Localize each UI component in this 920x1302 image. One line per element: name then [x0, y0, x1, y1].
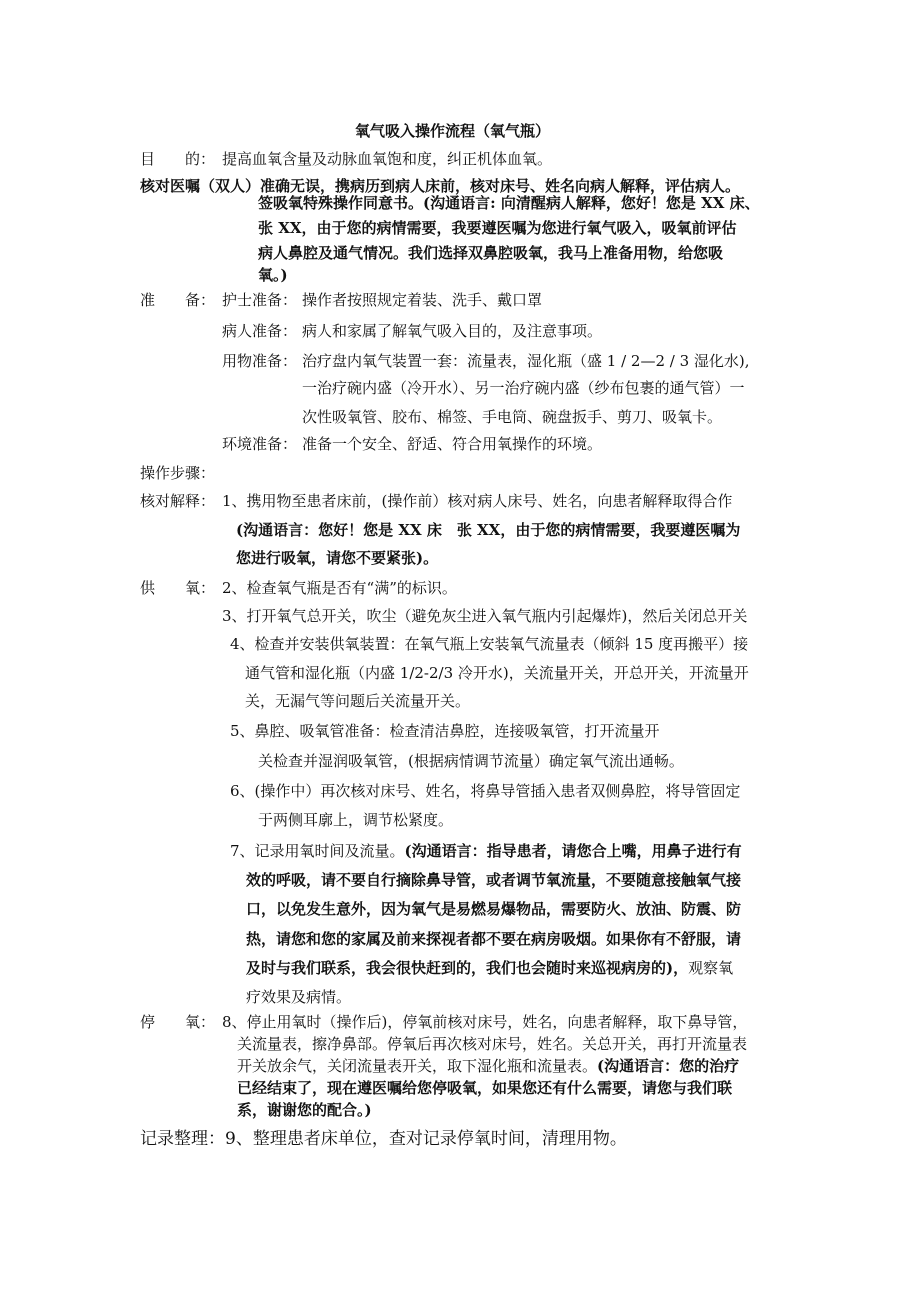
check-order-line-3: 张 XX，由于您的病情需要，我要遵医嘱为您进行氧气吸入，吸氧前评估 — [258, 219, 737, 237]
record-row — [140, 1126, 627, 1152]
step-5-line-2: 关检查并湿润吸氧管，(根据病情调节流量）确定氧气流出通畅。 — [258, 752, 684, 770]
purpose-text: 提高血氧含量及动脉血氧饱和度，纠正机体血氧。 — [222, 150, 553, 168]
page-title: 氧气吸入操作流程（氧气瓶） — [355, 122, 551, 140]
patient-prep-text: 病人和家属了解氧气吸入目的，及注意事项。 — [302, 322, 603, 340]
supplies-prep-line-2: 一治疗碗内盛（冷开水）、另一治疗碗内盛（纱布包裹的通气管）一 — [302, 379, 745, 397]
check-order-line-2: 签吸氧特殊操作同意书。(沟通语言: 向清醒病人解释，您好！您是 XX 床、 — [258, 194, 760, 212]
step-7-observe: 观察氧 — [688, 959, 734, 977]
steps-heading: 操作步骤： — [140, 464, 216, 482]
step-7-comm-start: (沟通语言：指导患者，请您合上嘴，用鼻子进行有 — [404, 842, 742, 860]
check-order-line-1: 核对医嘱（双人）准确无误，携病历到病人床前，核对床号、姓名向病人解释，评估病人。 — [140, 177, 741, 195]
verify-comm-line-1: (沟通语言：您好！您是 XX 床 张 XX，由于您的病情需要，我要遵医嘱为 — [236, 521, 741, 539]
supply-label: 供 氧： — [140, 579, 216, 597]
step-7-line-6: 疗效果及病情。 — [246, 988, 352, 1006]
nurse-prep-label: 护士准备： — [222, 291, 298, 309]
step-7-line-3: 口，以免发生意外，因为氧气是易燃易爆物品，需要防火、放油、防震、防 — [246, 900, 742, 918]
preparation-label: 准 备： — [140, 291, 216, 309]
purpose-label: 目 的： — [140, 150, 216, 168]
supplies-prep-line-3: 次性吸氧管、胶布、棉签、手电筒、碗盘扳手、剪刀、吸氧卡。 — [302, 408, 723, 426]
step-8-line-3 — [237, 1055, 739, 1077]
env-prep-text: 准备一个安全、舒适、符合用氧操作的环境。 — [302, 435, 603, 453]
check-order-line-4: 病人鼻腔及通气情况。我们选择双鼻腔吸氧，我马上准备用物，给您吸 — [258, 244, 724, 262]
step-7-line-2: 效的呼吸，请不要自行摘除鼻导管，或者调节氧流量，不要随意接触氧气接 — [246, 871, 742, 889]
verify-comm-line-2: 您进行吸氧，请您不要紧张)。 — [236, 549, 439, 567]
step-8-line-2: 关流量表，擦净鼻部。停氧后再次核对床号，姓名。关总开关，再打开流量表 — [237, 1035, 748, 1053]
nurse-prep-text: 操作者按照规定着装、洗手、戴口罩 — [302, 291, 543, 309]
step-7-line-4: 热，请您和您的家属及前来探视者都不要在病房吸烟。如果你有不舒服，请 — [246, 930, 742, 948]
step-8-line-5: 系，谢谢您的配合。) — [237, 1101, 372, 1119]
env-prep-label: 环境准备： — [222, 435, 298, 453]
verify-label: 核对解释： — [140, 492, 216, 510]
step-2: 2、检查氧气瓶是否有“满”的标识。 — [222, 579, 457, 597]
step-9: 9、整理患者床单位，查对记录停氧时间，清理用物。 — [225, 1129, 627, 1149]
step-8-line-4: 已经结束了，现在遵医嘱给您停吸氧，如果您还有什么需要，请您与我们联 — [237, 1079, 733, 1097]
step-5-line-1: 5、鼻腔、吸氧管准备：检查清洁鼻腔，连接吸氧管，打开流量开 — [230, 722, 660, 740]
step-7-comm-end: 及时与我们联系，我会很快赶到的，我们也会随时来巡视病房的)， — [246, 959, 689, 977]
stop-label: 停 氧： — [140, 1013, 216, 1031]
supplies-prep-label: 用物准备： — [222, 352, 298, 370]
step-7-line-5 — [246, 957, 733, 979]
step-7-record-text: 7、记录用氧时间及流量。 — [230, 842, 405, 860]
record-label: 记录整理： — [140, 1129, 225, 1149]
step-4-line-1: 4、检查并安装供氧装置：在氧气瓶上安装氧气流量表（倾斜 15 度再搬平）接 — [230, 635, 749, 653]
supplies-prep-line-1: 治疗盘内氧气装置一套：流量表，湿化瓶（盛 1 / 2—2 / 3 湿化水), — [302, 352, 750, 370]
step-8-comm-start: (沟通语言：您的治疗 — [597, 1057, 740, 1075]
step-6-line-2: 于两侧耳廓上，调节松紧度。 — [258, 811, 454, 829]
step-8-line-1: 8、停止用氧时（操作后)，停氧前核对床号，姓名，向患者解释，取下鼻导管， — [222, 1013, 748, 1031]
step-4-line-3: 关，无漏气等问题后关流量开关。 — [245, 692, 471, 710]
step-6-line-1: 6、(操作中）再次核对床号、姓名，将鼻导管插入患者双侧鼻腔，将导管固定 — [230, 782, 741, 800]
step-8-remove: 开关放余气，关闭流量表开关，取下湿化瓶和流量表。 — [237, 1057, 598, 1075]
step-1: 1、携用物至患者床前，(操作前）核对病人床号、姓名，向患者解释取得合作 — [222, 492, 733, 510]
step-4-line-2: 通气管和湿化瓶（内盛 1/2-2/3 冷开水)，关流量开关，开总开关，开流量开 — [245, 664, 749, 682]
patient-prep-label: 病人准备： — [222, 322, 298, 340]
step-7-line-1 — [230, 840, 742, 862]
check-order-line-5: 氧。) — [258, 266, 288, 284]
step-3: 3、打开氧气总开关，吹尘（避免灰尘进入氧气瓶内引起爆炸)，然后关闭总开关 — [222, 607, 748, 625]
